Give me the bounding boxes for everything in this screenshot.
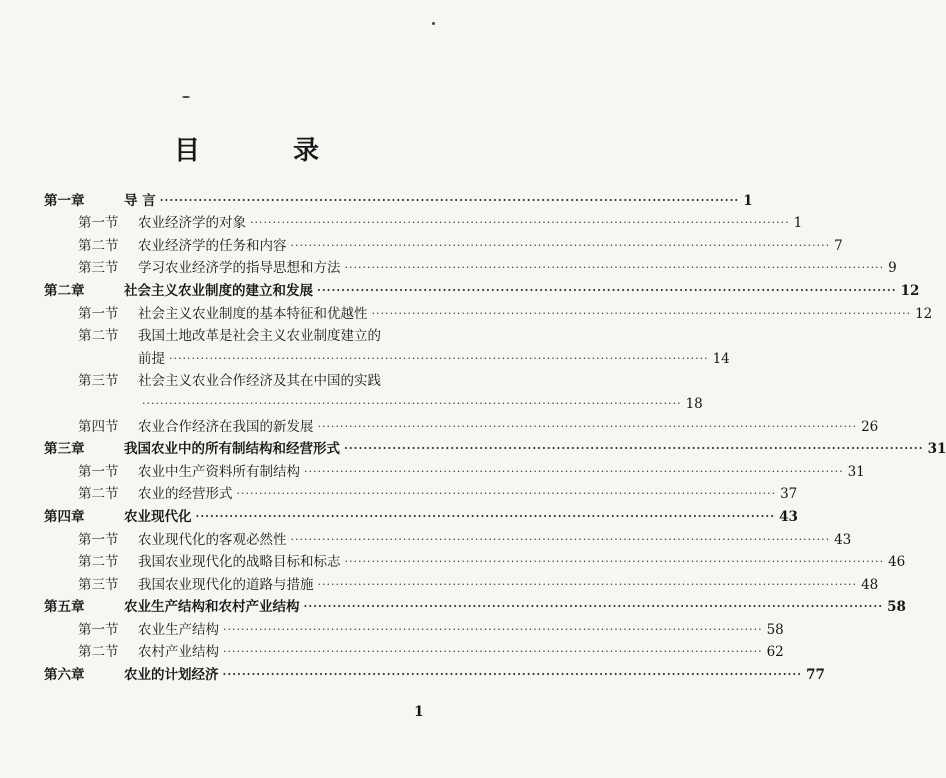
dot-leader: ························································································································ [303,600,884,614]
toc-page-number: 9 [888,260,897,277]
dot-leader: ························································································································ [290,238,831,252]
dot-leader: ························································································································ [236,487,777,501]
toc-chapter-row [44,435,946,458]
scan-speck [432,22,435,25]
dot-leader: ························································································································ [222,668,803,682]
toc-entry-label [44,509,192,525]
toc-page-number: 46 [888,554,906,571]
toc-entry-label [44,554,341,570]
toc-page-number: 31 [927,441,946,458]
toc-entry-number: 第一章 [44,192,85,209]
toc-entry-label [44,283,313,299]
toc-section-row [44,412,879,435]
toc-entry-label [44,464,300,480]
table-of-contents [44,186,946,684]
toc-entry-number: 第四节 [78,418,119,435]
toc-section-row [44,548,906,571]
toc-entry-label [44,599,300,615]
toc-page-number: 12 [900,282,920,299]
toc-entry-title: 农业的经营形式 [138,486,233,503]
page-title: 目 录 [173,136,362,166]
toc-entry-number: 第五章 [44,599,85,616]
toc-entry-number: 第二节 [78,328,119,345]
toc-entry-label [44,419,314,435]
toc-section-row [44,322,464,345]
toc-entry-number: 第二节 [78,644,119,661]
toc-entry-label [44,441,340,457]
toc-entry-title: 我国农业现代化的道路与措施 [138,576,314,593]
toc-entry-title: 农业生产结构 [138,621,219,638]
toc-page-number: 43 [779,508,798,525]
toc-chapter-row [44,186,753,209]
toc-entry-number: 第一节 [78,215,119,232]
toc-chapter-row [44,660,825,684]
toc-entry-title: 我国农业现代化的战略目标和标志 [138,554,341,571]
toc-entry-number: 第二节 [78,486,119,503]
toc-entry-label [44,667,219,683]
toc-page-number: 58 [766,621,784,638]
toc-entry-title: 导 言 [124,192,156,209]
toc-entry-label [44,644,219,660]
toc-section-row [44,638,784,661]
toc-entry-number: 第三节 [78,576,119,593]
toc-section-row [44,615,784,638]
toc-entry-number: 第四章 [44,508,85,525]
toc-entry-number: 第一节 [78,463,119,480]
toc-chapter-row [44,593,906,616]
toc-entry-label [44,373,381,389]
toc-entry-title: 农业现代化 [124,508,192,525]
toc-section-row [44,254,897,277]
toc-page-number: 77 [806,667,825,684]
toc-entry-title: 社会主义农业制度的基本特征和优越性 [138,305,368,322]
scan-speck [182,96,190,98]
toc-entry-label [44,260,341,276]
toc-entry-label [44,215,246,231]
dot-leader: ························································································································ [344,442,924,456]
toc-page-number: 62 [766,644,784,661]
toc-page-number: 58 [887,599,906,616]
toc-section-row [44,209,803,232]
dot-leader: ························································································································ [371,306,912,320]
toc-entry-title: 农业现代化的客观必然性 [138,531,287,548]
toc-entry-title: 前提 [138,350,165,367]
toc-section-row [44,344,730,367]
toc-entry-title: 我国土地改革是社会主义农业制度建立的 [138,328,381,345]
toc-entry-label [44,577,314,593]
toc-entry-label [44,193,156,209]
toc-entry-title: 农业中生产资料所有制结构 [138,463,300,480]
toc-entry-label [44,328,381,344]
toc-entry-number: 第一节 [78,531,119,548]
dot-leader: ························································································································ [250,216,790,230]
toc-page-number: 12 [915,305,933,322]
toc-section-row [44,525,852,548]
dot-leader: ························································································································ [344,261,885,275]
toc-entry-number: 第三章 [44,441,85,458]
toc-page-number: 1 [743,192,753,209]
toc-page-number: 26 [861,418,879,435]
toc-entry-number: 第三节 [78,373,119,390]
toc-page-number: 31 [847,463,865,480]
toc-entry-number: 第一节 [78,305,119,322]
toc-entry-label [44,238,287,254]
dot-leader: ························································································································ [159,193,740,207]
toc-page-number: 43 [834,531,852,548]
toc-page-number: 48 [861,576,879,593]
toc-entry-label [44,486,233,502]
toc-entry-title: 学习农业经济学的指导思想和方法 [138,260,341,277]
toc-page-number: 37 [780,486,798,503]
dot-leader: ························································································································ [317,577,858,591]
dot-leader: ························································································································ [317,419,858,433]
toc-entry-title: 农业经济学的对象 [138,215,246,232]
toc-entry-title: 我国农业中的所有制结构和经营形式 [124,441,340,458]
toc-chapter-row [44,276,920,299]
toc-entry-label [44,622,219,638]
toc-entry-number: 第一节 [78,621,119,638]
toc-entry-label [44,306,368,322]
dot-leader: ························································································································ [290,532,831,546]
dot-leader: ························································································································ [304,464,844,478]
toc-page-number: 18 [685,395,703,412]
toc-entry-title: 农业经济学的任务和内容 [138,237,287,254]
dot-leader: ························································································································ [142,396,682,410]
dot-leader: ························································································································ [344,555,885,569]
dot-leader: ························································································································ [195,509,776,523]
toc-entry-label [44,532,287,548]
dot-leader: ························································································································ [223,645,763,659]
toc-entry-number: 第二章 [44,282,85,299]
toc-section-row [44,457,865,480]
toc-entry-title: 农村产业结构 [138,644,219,661]
page-number: 1 [414,704,424,720]
toc-section-row [44,299,933,322]
toc-entry-title: 社会主义农业合作经济及其在中国的实践 [138,373,381,390]
toc-page-number: 1 [793,215,803,232]
toc-entry-title: 社会主义农业制度的建立和发展 [124,282,313,299]
toc-section-row [44,570,879,593]
toc-section-row [44,231,843,254]
toc-page-number: 14 [712,350,730,367]
toc-entry-number: 第六章 [44,667,85,684]
toc-entry-title: 农业合作经济在我国的新发展 [138,418,314,435]
toc-entry-title: 农业的计划经济 [124,667,219,684]
dot-leader: ························································································································ [317,283,897,297]
toc-section-row [44,389,703,412]
toc-entry-number: 第二节 [78,237,119,254]
dot-leader: ························································································································ [223,622,763,636]
toc-section-row [44,480,798,503]
toc-entry-number: 第三节 [78,260,119,277]
toc-entry-title: 农业生产结构和农村产业结构 [124,599,300,616]
toc-entry-number: 第二节 [78,554,119,571]
toc-section-row [44,367,464,390]
toc-entry-label [44,351,165,367]
dot-leader: ························································································································ [169,351,709,365]
toc-chapter-row [44,502,798,525]
toc-page-number: 7 [834,237,843,254]
